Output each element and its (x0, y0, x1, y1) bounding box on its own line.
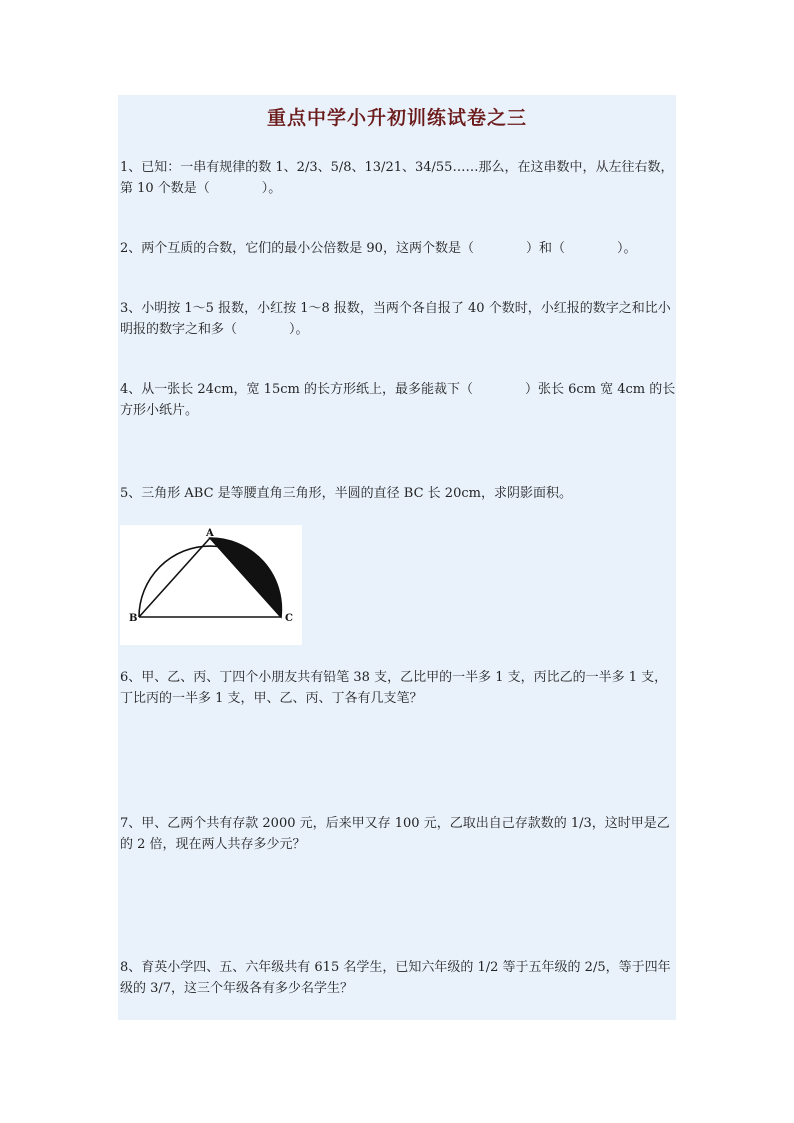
question-3: 3、小明按 1～5 报数，小红按 1～8 报数，当两个各自报了 40 个数时，小红报的数字之和比小明报的数字之和多（ ）。 (120, 301, 671, 337)
semicircle-triangle-figure (120, 525, 302, 645)
question-8: 8、育英小学四、五、六年级共有 615 名学生，已知六年级的 1/2 等于五年级的 2/5，等于四年级的 3/7，这三个年级各有多少名学生？ (120, 960, 671, 996)
label-a: A (206, 528, 214, 539)
question-4: 4、从一张长 24cm，宽 15cm 的长方形纸上，最多能裁下（ ）张长 6cm 宽 4cm 的长方形小纸片。 (120, 382, 676, 418)
exam-sheet (118, 95, 676, 1020)
question-1: 1、已知：一串有规律的数 1、2/3、5/8、13/21、34/55……那么，在这串数中，从左往右数，第 10 个数是（ ）。 (120, 160, 674, 196)
page-title: 重点中学小升初训练试卷之三 (266, 107, 527, 129)
question-2: 2、两个互质的合数，它们的最小公倍数是 90，这两个数是（ ）和（ ）。 (120, 241, 637, 256)
label-b: B (129, 613, 138, 624)
question-7: 7、甲、乙两个共有存款 2000 元，后来甲又存 100 元，乙取出自己存款数的 1/3，这时甲是乙的 2 倍，现在两人共存多少元？ (120, 816, 670, 852)
question-5: 5、三角形 ABC 是等腰直角三角形，半圆的直径 BC 长 20cm，求阴影面积。 (120, 486, 572, 501)
question-6: 6、甲、乙、丙、丁四个小朋友共有铅笔 38 支，乙比甲的一半多 1 支，丙比乙的一半多 1 支，丁比丙的一半多 1 支，甲、乙、丙、丁各有几支笔？ (120, 670, 668, 706)
side-ab (139, 538, 210, 617)
label-c: C (285, 613, 293, 624)
geometry-diagram (120, 525, 302, 645)
